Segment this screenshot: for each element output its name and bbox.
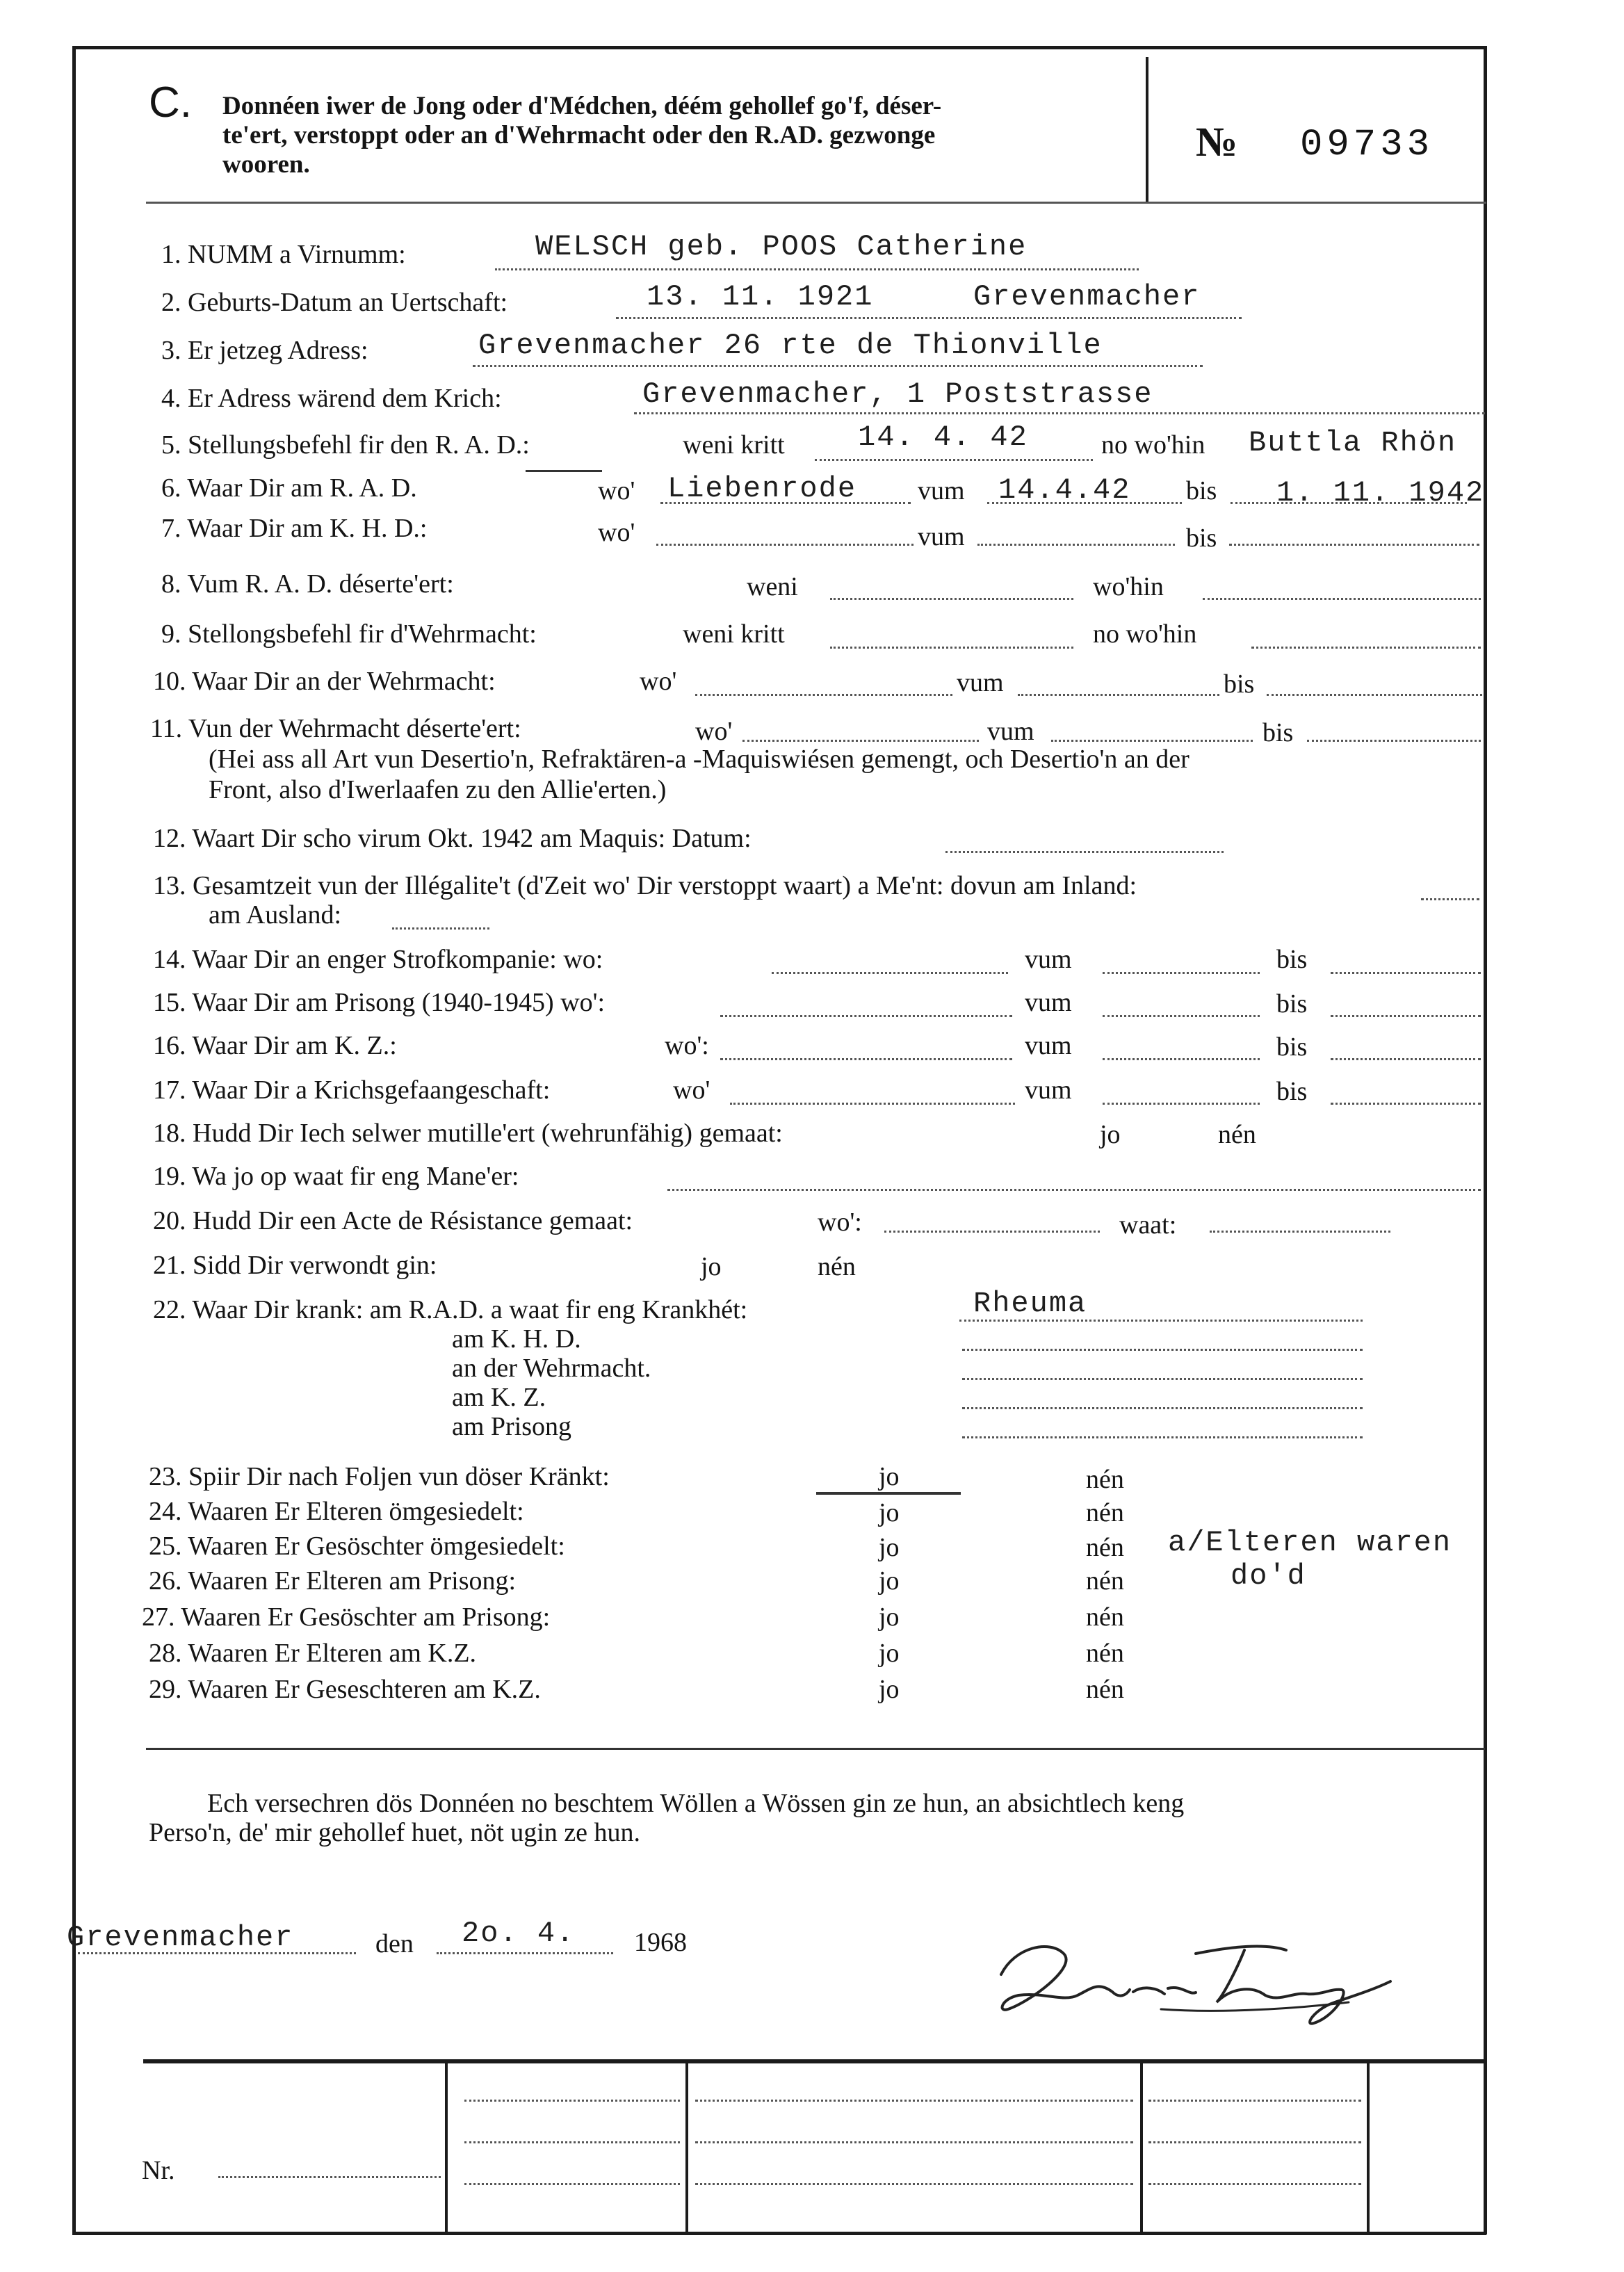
q29-nen[interactable]: nén xyxy=(1086,1675,1124,1704)
frame-left xyxy=(72,46,76,2234)
q6-label: 6. Waar Dir am R. A. D. xyxy=(161,473,417,503)
annotation-line2: do'd xyxy=(1231,1559,1306,1593)
q22-sub-khd: am K. H. D. xyxy=(452,1324,581,1354)
q16-wo-field[interactable] xyxy=(720,1058,1012,1060)
q24-jo[interactable]: jo xyxy=(879,1498,900,1527)
q9-label: 9. Stellongsbefehl fir d'Wehrmacht: xyxy=(161,619,537,649)
q6-vum-label: vum xyxy=(918,476,965,505)
q2-label: 2. Geburts-Datum an Uertschaft: xyxy=(161,288,508,317)
q28-nen[interactable]: nén xyxy=(1086,1639,1124,1668)
frame-right xyxy=(1484,46,1487,2234)
q12-field[interactable] xyxy=(945,851,1224,853)
q17-label: 17. Waar Dir a Krichsgefaangeschaft: xyxy=(153,1076,551,1105)
q26-nen[interactable]: nén xyxy=(1086,1566,1124,1596)
q2-field[interactable] xyxy=(616,317,1242,319)
q7-vum-field[interactable] xyxy=(977,544,1175,546)
q17-wo-field[interactable] xyxy=(730,1103,1015,1105)
q10-wo-label: wo' xyxy=(640,667,677,696)
q19-label: 19. Wa jo op waat fir eng Mane'er: xyxy=(153,1162,519,1191)
handwritten-signature xyxy=(987,1926,1404,2030)
q11-wo-label: wo' xyxy=(695,717,733,746)
q24-label: 24. Waaren Er Elteren ömgesiedelt: xyxy=(149,1497,524,1526)
q5-label: 5. Stellungsbefehl fir den R. A. D.: xyxy=(161,430,530,460)
footer-table-top xyxy=(143,2059,1486,2063)
q7-wo-label: wo' xyxy=(598,518,635,547)
q21-nen[interactable]: nén xyxy=(818,1252,856,1281)
footer-table-col4 xyxy=(1367,2063,1370,2234)
q11-vum-field[interactable] xyxy=(1051,740,1253,742)
q3-value: Grevenmacher 26 rte de Thionville xyxy=(478,329,1103,362)
q2-date: 13. 11. 1921 xyxy=(647,280,874,314)
q15-wo-field[interactable] xyxy=(720,1015,1012,1017)
signature-date-field[interactable] xyxy=(437,1952,613,1954)
q25-jo[interactable]: jo xyxy=(879,1533,900,1562)
q16-bis-field[interactable] xyxy=(1331,1058,1481,1060)
q23-label: 23. Spiir Dir nach Foljen vun döser Kränkt: xyxy=(149,1462,610,1491)
q9-wohin-label: no wo'hin xyxy=(1093,619,1197,649)
number-sign: № xyxy=(1196,119,1238,165)
q16-vum-field[interactable] xyxy=(1103,1058,1260,1060)
q27-nen[interactable]: nén xyxy=(1086,1602,1124,1632)
q16-wo-label: wo': xyxy=(665,1031,709,1060)
q7-vum-label: vum xyxy=(918,522,965,551)
q5-weni-value: 14. 4. 42 xyxy=(858,421,1028,454)
header-title-line1: Donnéen iwer de Jong oder d'Médchen, déém gehollef go'f, déser- xyxy=(222,92,942,120)
q23-jo[interactable]: jo xyxy=(879,1462,900,1491)
q5-weni-field[interactable] xyxy=(815,459,1093,461)
q10-vum-label: vum xyxy=(957,668,1004,697)
header-title xyxy=(222,92,1196,179)
q16-vum-label: vum xyxy=(1025,1031,1072,1060)
q28-jo[interactable]: jo xyxy=(879,1639,900,1668)
q5-wohin-label: no wo'hin xyxy=(1101,430,1205,460)
q22-prisong-field[interactable] xyxy=(962,1436,1363,1438)
q15-vum-field[interactable] xyxy=(1103,1015,1260,1017)
declaration-separator xyxy=(146,1748,1485,1750)
q1-field[interactable] xyxy=(495,268,1139,270)
section-letter: C. xyxy=(149,79,192,127)
q7-bis-field[interactable] xyxy=(1229,544,1479,546)
q10-wo-field[interactable] xyxy=(695,694,952,696)
q27-label: 27. Waaren Er Gesöschter am Prisong: xyxy=(142,1602,551,1632)
q15-bis-field[interactable] xyxy=(1331,1015,1481,1017)
q22-value: Rheuma xyxy=(973,1287,1087,1320)
q8-weni-field[interactable] xyxy=(830,598,1073,600)
q16-label: 16. Waar Dir am K. Z.: xyxy=(153,1031,397,1060)
q14-label: 14. Waar Dir an enger Strofkompanie: wo: xyxy=(153,945,603,974)
annotation-line1: a/Elteren waren xyxy=(1168,1526,1452,1559)
q9-wohin-field[interactable] xyxy=(1251,647,1481,649)
q29-label: 29. Waaren Er Geseschteren am K.Z. xyxy=(149,1675,541,1704)
header-divider xyxy=(1146,57,1148,203)
q18-label: 18. Hudd Dir Iech selwer mutille'ert (wehrunfähig) gemaat: xyxy=(153,1119,783,1148)
q20-wo-field[interactable] xyxy=(884,1231,1100,1233)
footer-nr-label: Nr. xyxy=(142,2156,175,2185)
q25-label: 25. Waaren Er Gesöschter ömgesiedelt: xyxy=(149,1532,565,1561)
q21-label: 21. Sidd Dir verwondt gin: xyxy=(153,1251,437,1280)
declaration-line1: Ech versechren dös Donnéen no beschtem Wöllen a Wössen gin ze hun, an absichtlech keng xyxy=(207,1789,1185,1818)
q20-wo-label: wo': xyxy=(818,1208,862,1237)
q10-bis-label: bis xyxy=(1224,670,1255,699)
q18-jo[interactable]: jo xyxy=(1100,1120,1121,1149)
footer-table-col1 xyxy=(445,2063,448,2234)
q6-wo-value: Liebenrode xyxy=(667,472,857,505)
signature-place: Grevenmacher xyxy=(67,1921,294,1954)
q14-bis-field[interactable] xyxy=(1331,972,1481,974)
q27-jo[interactable]: jo xyxy=(879,1602,900,1632)
q5-wohin-value: Buttla Rhön xyxy=(1249,426,1457,460)
q26-label: 26. Waaren Er Elteren am Prisong: xyxy=(149,1566,517,1596)
q22-sub-kz: am K. Z. xyxy=(452,1383,546,1412)
q11-note-line1: (Hei ass all Art vun Desertio'n, Refraktären-a -Maquiswiésen gemengt, och Desertio'n an der xyxy=(209,745,1189,774)
q8-label: 8. Vum R. A. D. déserte'ert: xyxy=(161,569,454,599)
q23-jo-underline xyxy=(816,1492,961,1495)
q11-note-line2: Front, also d'Iwerlaafen zu den Allie'erten.) xyxy=(209,775,667,804)
q12-label: 12. Waart Dir scho virum Okt. 1942 am Maquis: Datum: xyxy=(153,824,752,853)
q4-label: 4. Er Adress wärend dem Krich: xyxy=(161,384,502,413)
q22-kz-field[interactable] xyxy=(962,1407,1363,1409)
q18-nen[interactable]: nén xyxy=(1218,1120,1256,1149)
signature-year: 1968 xyxy=(634,1928,687,1957)
q15-vum-label: vum xyxy=(1025,988,1072,1017)
header-rule xyxy=(146,202,1486,204)
q28-label: 28. Waaren Er Elteren am K.Z. xyxy=(149,1639,477,1668)
q3-label: 3. Er jetzeg Adress: xyxy=(161,336,368,365)
q11-bis-label: bis xyxy=(1262,718,1294,747)
q6-vum-value: 14.4.42 xyxy=(998,473,1131,507)
footer-cell-b1[interactable] xyxy=(695,2100,1133,2102)
q7-label: 7. Waar Dir am K. H. D.: xyxy=(161,514,428,543)
footer-cell-c2[interactable] xyxy=(1148,2141,1361,2143)
frame-bottom xyxy=(72,2232,1486,2235)
declaration-line2: Perso'n, de' mir gehollef huet, nöt ugin ze hun. xyxy=(149,1818,641,1847)
q19-field[interactable] xyxy=(667,1189,1481,1191)
q1-value: WELSCH geb. POOS Catherine xyxy=(535,230,1028,263)
q16-bis-label: bis xyxy=(1276,1032,1308,1062)
q25-nen[interactable]: nén xyxy=(1086,1533,1124,1562)
form-number: 09733 xyxy=(1300,124,1434,166)
header-title-line3: wooren. xyxy=(222,150,310,179)
q2-place: Grevenmacher xyxy=(973,280,1201,314)
signature-den-label: den xyxy=(375,1929,414,1958)
q17-vum-label: vum xyxy=(1025,1076,1072,1105)
frame-top xyxy=(72,46,1486,49)
q8-wohin-label: wo'hin xyxy=(1093,572,1164,601)
footer-cell-a2[interactable] xyxy=(464,2141,680,2143)
q13-ausland-field[interactable] xyxy=(392,927,489,930)
q17-bis-field[interactable] xyxy=(1331,1103,1481,1105)
footer-table-col2 xyxy=(685,2063,688,2234)
q1-label: 1. NUMM a Virnumm: xyxy=(161,240,406,269)
footer-cell-c3[interactable] xyxy=(1148,2183,1361,2185)
q23-nen[interactable]: nén xyxy=(1086,1465,1124,1494)
q8-wohin-field[interactable] xyxy=(1203,598,1481,600)
q17-vum-field[interactable] xyxy=(1103,1103,1260,1105)
q13-inland-field[interactable] xyxy=(1421,898,1479,900)
q10-vum-field[interactable] xyxy=(1018,694,1219,696)
q9-weni-field[interactable] xyxy=(830,647,1073,649)
footer-cell-a1[interactable] xyxy=(464,2100,680,2102)
q9-weni-label: weni kritt xyxy=(683,619,785,649)
q20-waat-label: waat: xyxy=(1119,1210,1177,1240)
q7-wo-field[interactable] xyxy=(656,544,914,546)
q22-sub-prisong: am Prisong xyxy=(452,1412,572,1441)
q13-line1: 13. Gesamtzeit vun der Illégalite't (d'Zeit wo' Dir verstoppt waart) a Me'nt: dovun am Inland: xyxy=(153,871,1137,900)
q22-khd-field[interactable] xyxy=(962,1349,1363,1351)
q11-vum-label: vum xyxy=(987,717,1034,746)
q11-wo-field[interactable] xyxy=(742,740,979,742)
q14-vum-field[interactable] xyxy=(1103,972,1260,974)
footer-table-col3 xyxy=(1140,2063,1143,2234)
q5-weni-label: weni kritt xyxy=(683,430,785,460)
q15-label: 15. Waar Dir am Prisong (1940-1945) wo': xyxy=(153,988,606,1017)
q14-vum-label: vum xyxy=(1025,945,1072,974)
q6-bis-label: bis xyxy=(1186,476,1217,505)
q22-sub-wehrmacht: an der Wehrmacht. xyxy=(452,1354,651,1383)
q15-bis-label: bis xyxy=(1276,989,1308,1019)
footer-nr-field[interactable] xyxy=(218,2176,441,2178)
q20-label: 20. Hudd Dir een Acte de Résistance gemaat: xyxy=(153,1206,633,1235)
signature-place-field[interactable] xyxy=(78,1952,356,1954)
q6-bis-value: 1. 11. 1942 xyxy=(1276,476,1485,510)
q17-bis-label: bis xyxy=(1276,1077,1308,1106)
q10-bis-field[interactable] xyxy=(1267,694,1482,696)
q22-wehrmacht-field[interactable] xyxy=(962,1378,1363,1380)
q21-jo[interactable]: jo xyxy=(701,1252,722,1281)
q6-wo-label: wo' xyxy=(598,476,635,505)
q6-overline xyxy=(526,470,602,472)
q20-waat-field[interactable] xyxy=(1210,1231,1390,1233)
q11-bis-field[interactable] xyxy=(1307,740,1481,742)
q10-label: 10. Waar Dir an der Wehrmacht: xyxy=(153,667,496,696)
footer-cell-b3[interactable] xyxy=(695,2183,1133,2185)
q29-jo[interactable]: jo xyxy=(879,1675,900,1704)
q13-line2: am Ausland: xyxy=(209,900,342,930)
q3-field[interactable] xyxy=(473,365,1203,367)
q4-field[interactable] xyxy=(634,412,1485,414)
q7-bis-label: bis xyxy=(1186,524,1217,553)
header-title-line2: te'ert, verstoppt oder an d'Wehrmacht oder den R.AD. gezwonge xyxy=(222,121,936,149)
q4-value: Grevenmacher, 1 Poststrasse xyxy=(642,378,1153,411)
q24-nen[interactable]: nén xyxy=(1086,1498,1124,1527)
q17-wo-label: wo' xyxy=(673,1076,710,1105)
footer-cell-a3[interactable] xyxy=(464,2183,680,2185)
signature-date: 2o. 4. xyxy=(462,1917,576,1950)
footer-cell-b2[interactable] xyxy=(695,2141,1133,2143)
q14-wo-field[interactable] xyxy=(772,972,1008,974)
q22-label: 22. Waar Dir krank: am R.A.D. a waat fir eng Krankhét: xyxy=(153,1295,748,1324)
q11-label: 11. Vun der Wehrmacht déserte'ert: xyxy=(150,714,521,743)
q26-jo[interactable]: jo xyxy=(879,1566,900,1596)
q14-bis-label: bis xyxy=(1276,945,1308,974)
footer-cell-c1[interactable] xyxy=(1148,2100,1361,2102)
q8-weni-label: weni xyxy=(747,572,798,601)
